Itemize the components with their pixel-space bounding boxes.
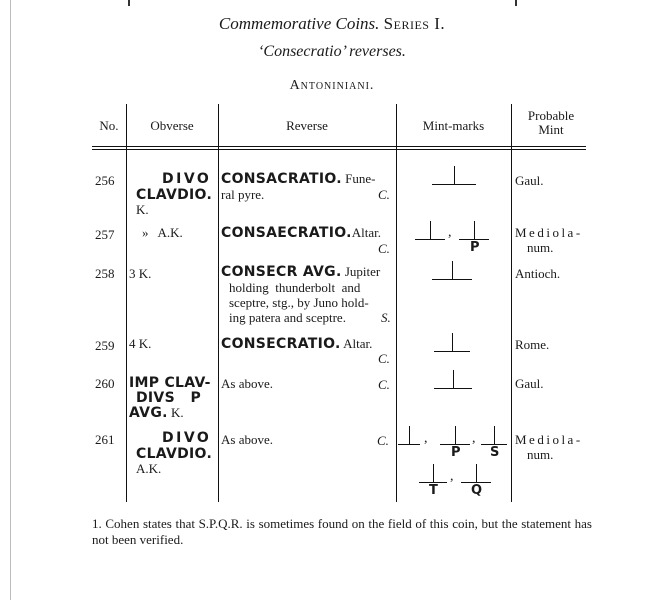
obverse-legend: DIVS P bbox=[136, 390, 202, 406]
obverse-legend: CLAVDIO. bbox=[136, 187, 213, 203]
top-rule-tick bbox=[515, 0, 517, 6]
col-header-obverse: Obverse bbox=[150, 118, 194, 133]
obverse-bust: 3 K. bbox=[129, 266, 152, 281]
column-rule bbox=[396, 104, 397, 502]
rarity-letter: C. bbox=[378, 187, 390, 202]
mint-mark-letter: Q bbox=[471, 483, 483, 498]
col-header-probable-mint bbox=[511, 109, 591, 137]
obverse-legend: DIVO bbox=[162, 430, 212, 446]
col-header-reverse: Reverse bbox=[286, 118, 328, 133]
reverse-legend: CONSACRATIO. bbox=[221, 171, 342, 187]
row-no: 259 bbox=[95, 338, 115, 353]
top-rule-tick bbox=[128, 0, 130, 6]
reverse-desc: Jupiter bbox=[344, 264, 381, 279]
mint-mark-plain bbox=[434, 366, 472, 390]
mint-mark-p bbox=[440, 422, 470, 462]
obverse-ditto: » A.K. bbox=[142, 225, 183, 240]
mint-mark-plain bbox=[415, 217, 445, 241]
rarity-letter: C. bbox=[378, 377, 390, 392]
rarity-letter: S. bbox=[381, 310, 391, 325]
mint-mark-s bbox=[481, 422, 507, 462]
mint-mark-letter: S bbox=[490, 445, 500, 460]
probable-mint: Gaul. bbox=[515, 376, 544, 391]
probable-mint: Mediola- bbox=[515, 432, 583, 447]
reverse-type bbox=[221, 265, 397, 279]
row-no: 261 bbox=[95, 432, 115, 447]
obverse-bust: A.K. bbox=[136, 461, 162, 476]
col-header-no: No. bbox=[99, 118, 119, 133]
row-no: 258 bbox=[95, 266, 115, 281]
header-rule bbox=[92, 146, 586, 147]
title-italic: Commemorative Coins. bbox=[218, 14, 380, 33]
probable-mint: num. bbox=[527, 447, 554, 462]
row-no: 256 bbox=[95, 173, 115, 188]
probable-mint: num. bbox=[527, 240, 554, 255]
obverse-legend: CLAVDIO. bbox=[136, 446, 213, 462]
mint-mark-p bbox=[459, 217, 489, 257]
obverse-bust: 4 K. bbox=[129, 336, 152, 351]
mint-mark-separator: , bbox=[472, 431, 476, 446]
reverse-legend: CONSECR AVG. bbox=[221, 264, 342, 280]
reverse-legend: CONSECRATIO. bbox=[221, 336, 341, 352]
mint-mark-letter: T bbox=[429, 483, 438, 498]
mint-mark-q bbox=[461, 460, 491, 500]
header-rule bbox=[92, 149, 586, 150]
probable-mint: Mediola- bbox=[515, 225, 583, 240]
rarity-letter: C. bbox=[378, 351, 390, 366]
rarity-letter: C. bbox=[378, 241, 390, 256]
col-header-mint-marks: Mint-marks bbox=[422, 118, 485, 133]
col-header-mint: Mint bbox=[538, 122, 564, 137]
reverse-desc: Altar. bbox=[343, 336, 373, 351]
reverse-desc: Fune- bbox=[345, 171, 376, 186]
reverse-desc: Altar. bbox=[351, 225, 381, 240]
section-heading: Antoniniani. bbox=[289, 78, 375, 93]
reverse-type bbox=[221, 337, 397, 351]
mint-mark-plain bbox=[432, 162, 476, 186]
mint-mark-separator: , bbox=[450, 469, 454, 484]
reverse-desc: sceptre, stg., by Juno hold- bbox=[229, 295, 369, 310]
obverse-legend: AVG. bbox=[129, 405, 168, 421]
row-no: 260 bbox=[95, 376, 115, 391]
page-title bbox=[0, 14, 664, 34]
column-rule bbox=[126, 104, 127, 502]
reverse-desc: ing patera and sceptre. bbox=[229, 310, 346, 325]
mint-mark-plain bbox=[398, 422, 420, 446]
mint-mark-plain bbox=[434, 329, 470, 353]
row-no: 257 bbox=[95, 227, 115, 242]
obverse-bust: K. bbox=[136, 202, 149, 217]
obverse-bust: K. bbox=[170, 405, 184, 420]
reverse-desc: As above. bbox=[221, 432, 273, 447]
probable-mint: Rome. bbox=[515, 337, 550, 352]
obverse-legend: DIVO bbox=[162, 171, 212, 187]
mint-mark-separator: , bbox=[424, 431, 428, 446]
reverse-desc: holding thunderbolt and bbox=[229, 280, 361, 295]
title-series: Series I. bbox=[383, 14, 446, 33]
column-rule bbox=[511, 104, 512, 502]
reverse-type bbox=[221, 172, 397, 186]
mint-mark-letter: P bbox=[451, 445, 461, 460]
mint-mark-separator: , bbox=[448, 225, 452, 240]
reverse-legend: CONSAECRATIO. bbox=[221, 225, 352, 241]
obverse-legend: IMP CLAV- bbox=[129, 375, 211, 391]
obverse-legend-line bbox=[129, 406, 184, 420]
mint-mark-letter: P bbox=[470, 240, 480, 255]
mint-mark-t bbox=[419, 460, 447, 500]
mint-mark-plain bbox=[432, 257, 472, 281]
column-rule bbox=[218, 104, 219, 502]
probable-mint: Gaul. bbox=[515, 173, 544, 188]
rarity-letter: C. bbox=[377, 433, 389, 448]
subtitle: ‘Consecratio’ reverses. bbox=[258, 43, 406, 60]
col-header-probable: Probable bbox=[527, 108, 575, 123]
probable-mint: Antioch. bbox=[515, 266, 561, 281]
reverse-desc: As above. bbox=[221, 376, 273, 391]
footnote: 1. Cohen states that S.P.Q.R. is sometimes found on the field of this coin, but the statement has not been verified. bbox=[92, 516, 592, 547]
reverse-desc: ral pyre. bbox=[221, 187, 265, 202]
reverse-type bbox=[221, 226, 397, 240]
